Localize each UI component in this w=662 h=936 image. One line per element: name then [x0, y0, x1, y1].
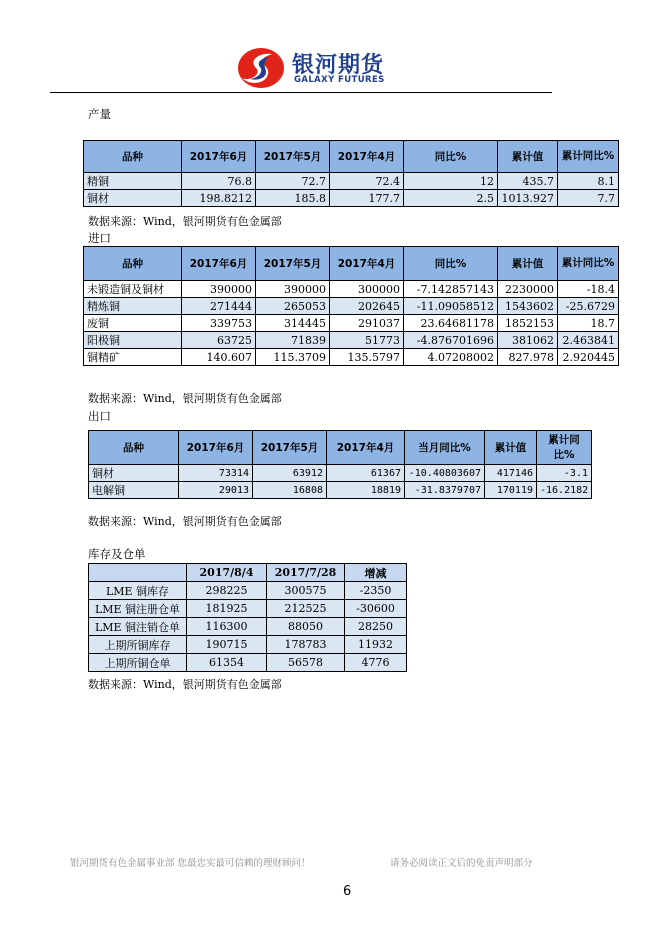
cell: 2.463841	[558, 332, 619, 349]
cell: 阳极铜	[84, 332, 182, 349]
cell: LME 铜注册仓单	[89, 600, 187, 618]
col-header: 品种	[84, 141, 182, 173]
table-row	[84, 298, 619, 315]
cell: 72.7	[256, 173, 330, 190]
cell: 72.4	[330, 173, 404, 190]
col-header: 2017年4月	[330, 141, 404, 173]
cell: 铜材	[89, 465, 179, 482]
cell: 73314	[179, 465, 253, 482]
cell: -2350	[345, 582, 407, 600]
galaxy-logo-icon	[236, 46, 286, 90]
cell: 417146	[485, 465, 537, 482]
table-row	[84, 349, 619, 366]
cell: 61354	[187, 654, 267, 672]
col-header: 2017/8/4	[187, 564, 267, 582]
table-row	[84, 332, 619, 349]
col-header: 累计同比%	[558, 247, 619, 281]
cell: 202645	[330, 298, 404, 315]
col-header: 2017年4月	[327, 431, 405, 465]
source-note: 数据来源：Wind，银河期货有色金属部	[88, 392, 282, 405]
cell: 51773	[330, 332, 404, 349]
production-table	[83, 140, 619, 207]
col-header: 累计值	[498, 141, 558, 173]
cell: 4776	[345, 654, 407, 672]
col-header: 累计同比%	[558, 141, 619, 173]
cell: LME 铜库存	[89, 582, 187, 600]
cell: 435.7	[498, 173, 558, 190]
cell: 29013	[179, 482, 253, 499]
section-title-inventory: 库存及仓单	[88, 547, 146, 561]
import-table	[83, 246, 619, 366]
cell: 170119	[485, 482, 537, 499]
page-header	[0, 0, 662, 96]
section-title-production: 产量	[88, 107, 111, 121]
cell: 265053	[256, 298, 330, 315]
cell: 390000	[256, 281, 330, 298]
cell: 1013.927	[498, 190, 558, 207]
table-row	[84, 281, 619, 298]
cell: 8.1	[558, 173, 619, 190]
cell: -31.8379707	[405, 482, 485, 499]
cell: 铜精矿	[84, 349, 182, 366]
col-header: 2017年5月	[256, 141, 330, 173]
cell: 390000	[182, 281, 256, 298]
cell: 铜材	[84, 190, 182, 207]
cell: 178783	[267, 636, 345, 654]
col-header: 2017年5月	[253, 431, 327, 465]
cell: 71839	[256, 332, 330, 349]
cell: 23.64681178	[404, 315, 498, 332]
col-header: 当月同比%	[405, 431, 485, 465]
cell: 未锻造铜及铜材	[84, 281, 182, 298]
cell: 28250	[345, 618, 407, 636]
col-header: 2017年6月	[179, 431, 253, 465]
cell: 88050	[267, 618, 345, 636]
cell: 1852153	[498, 315, 558, 332]
cell: 300000	[330, 281, 404, 298]
cell: 4.07208002	[404, 349, 498, 366]
footer-disclaimer: 请务必阅读正文后的免责声明部分	[390, 858, 533, 869]
cell: 63725	[182, 332, 256, 349]
cell: 63912	[253, 465, 327, 482]
cell: 2.5	[404, 190, 498, 207]
cell: 上期所铜仓单	[89, 654, 187, 672]
table-row	[84, 190, 619, 207]
cell: 381062	[498, 332, 558, 349]
col-header: 累计值	[498, 247, 558, 281]
col-header: 累计同比%	[537, 431, 592, 465]
cell: 精铜	[84, 173, 182, 190]
table-row	[89, 600, 407, 618]
cell: 212525	[267, 600, 345, 618]
footer-slogan: 银河期货有色金属事业部 您最忠实最可信赖的理财顾问！	[70, 858, 311, 869]
cell: 827.978	[498, 349, 558, 366]
col-header: 同比%	[404, 141, 498, 173]
table-row	[89, 636, 407, 654]
col-header: 品种	[89, 431, 179, 465]
table-row	[84, 315, 619, 332]
section-title-import: 进口	[88, 231, 111, 245]
inventory-table	[88, 563, 407, 672]
cell: 电解铜	[89, 482, 179, 499]
page-number: 6	[343, 884, 352, 899]
cell: 7.7	[558, 190, 619, 207]
source-note: 数据来源：Wind，银河期货有色金属部	[88, 215, 282, 228]
col-header: 2017年6月	[182, 247, 256, 281]
cell: 300575	[267, 582, 345, 600]
cell: LME 铜注销仓单	[89, 618, 187, 636]
cell: 1543602	[498, 298, 558, 315]
cell: 190715	[187, 636, 267, 654]
export-table	[88, 430, 592, 499]
cell: 11932	[345, 636, 407, 654]
col-header: 品种	[84, 247, 182, 281]
col-header: 2017年5月	[256, 247, 330, 281]
cell: -25.6729	[558, 298, 619, 315]
cell: 140.607	[182, 349, 256, 366]
cell: 271444	[182, 298, 256, 315]
cell: 18.7	[558, 315, 619, 332]
table-row	[84, 173, 619, 190]
cell: 废铜	[84, 315, 182, 332]
cell: 精炼铜	[84, 298, 182, 315]
table-row	[89, 618, 407, 636]
table-row	[89, 582, 407, 600]
cell: 181925	[187, 600, 267, 618]
cell: 18819	[327, 482, 405, 499]
cell: 185.8	[256, 190, 330, 207]
cell: 2.920445	[558, 349, 619, 366]
cell: -11.09058512	[404, 298, 498, 315]
cell: 16808	[253, 482, 327, 499]
cell: 339753	[182, 315, 256, 332]
cell: 12	[404, 173, 498, 190]
cell: 2230000	[498, 281, 558, 298]
table-row	[89, 465, 592, 482]
section-title-export: 出口	[88, 409, 111, 423]
col-header: 2017年6月	[182, 141, 256, 173]
cell: -18.4	[558, 281, 619, 298]
cell: -30600	[345, 600, 407, 618]
table-row	[89, 482, 592, 499]
col-header	[89, 564, 187, 582]
header-rule	[50, 92, 552, 93]
col-header: 累计值	[485, 431, 537, 465]
cell: 314445	[256, 315, 330, 332]
cell: 115.3709	[256, 349, 330, 366]
brand-name-cn: 银河期货	[292, 53, 385, 78]
cell: 76.8	[182, 173, 256, 190]
col-header: 2017/7/28	[267, 564, 345, 582]
cell: 上期所铜库存	[89, 636, 187, 654]
col-header: 同比%	[404, 247, 498, 281]
cell: 291037	[330, 315, 404, 332]
table-row	[89, 654, 407, 672]
cell: -4.876701696	[404, 332, 498, 349]
cell: 135.5797	[330, 349, 404, 366]
col-header: 增减	[345, 564, 407, 582]
cell: 298225	[187, 582, 267, 600]
cell: -3.1	[537, 465, 592, 482]
cell: 116300	[187, 618, 267, 636]
cell: 61367	[327, 465, 405, 482]
col-header: 2017年4月	[330, 247, 404, 281]
cell: -7.142857143	[404, 281, 498, 298]
source-note: 数据来源：Wind，银河期货有色金属部	[88, 678, 282, 691]
cell: 56578	[267, 654, 345, 672]
cell: -10.40803607	[405, 465, 485, 482]
cell: 177.7	[330, 190, 404, 207]
cell: 198.8212	[182, 190, 256, 207]
brand-name-en: GALAXY FUTURES	[294, 75, 385, 85]
source-note: 数据来源：Wind，银河期货有色金属部	[88, 515, 282, 528]
cell: -16.2182	[537, 482, 592, 499]
